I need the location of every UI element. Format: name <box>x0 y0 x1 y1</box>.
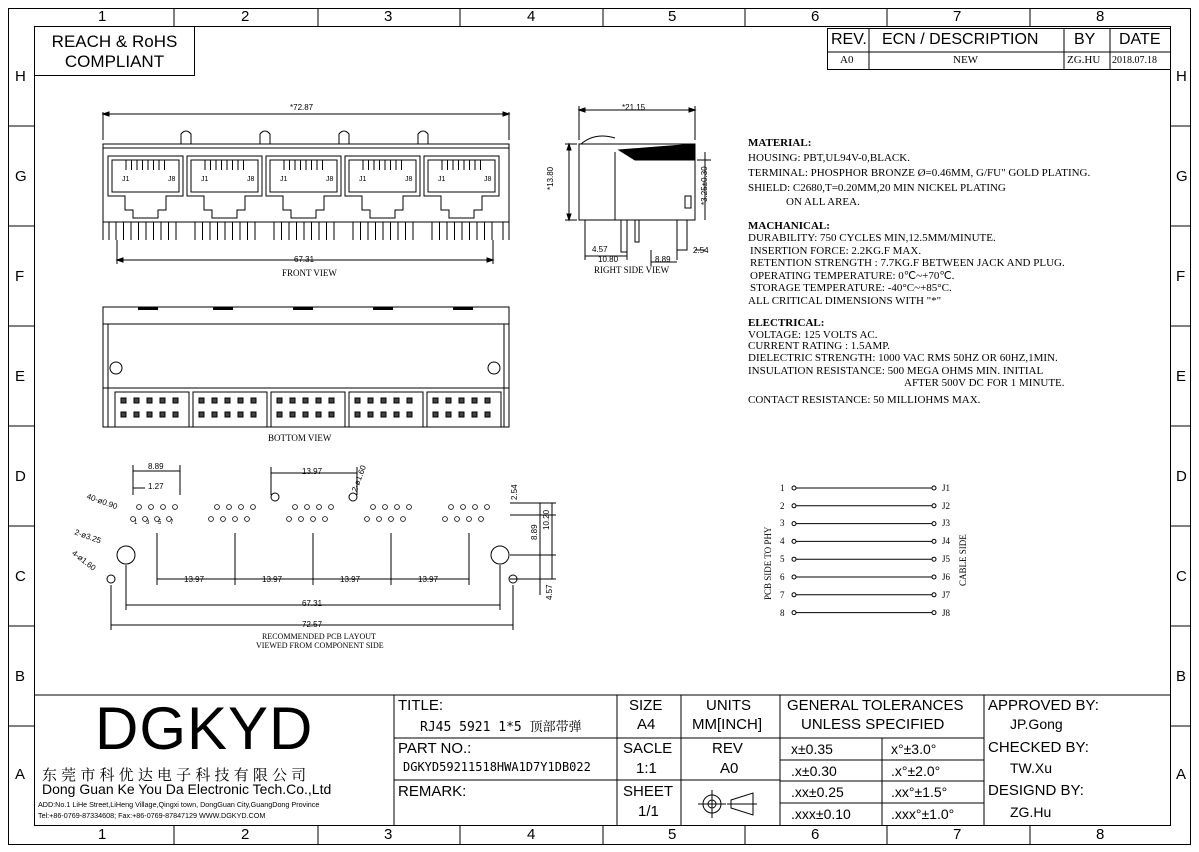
port1-j8: J8 <box>168 176 176 183</box>
projection-symbol-icon <box>695 785 765 825</box>
zone-bottom-6: 6 <box>811 826 820 843</box>
electrical-line-4: INSULATION RESISTANCE: 500 MEGA OHMS MIN. INITIAL <box>748 365 1044 377</box>
mechanical-line-4: OPERATING TEMPERATURE: 0℃~+70℃. <box>750 270 955 282</box>
company-name-en: Dong Guan Ke You Da Electronic Tech.Co.,Ltd <box>42 781 332 797</box>
zone-top-7: 7 <box>953 8 962 25</box>
tol-linear-3: .xxx±0.10 <box>791 806 851 822</box>
zone-top-5: 5 <box>668 8 677 25</box>
units-label: UNITS <box>706 697 751 714</box>
material-line-1: HOUSING: PBT,UL94V-0,BLACK. <box>748 152 910 164</box>
rev-value: A0 <box>840 54 854 66</box>
electrical-line-5: AFTER 500V DC FOR 1 MINUTE. <box>904 377 1065 389</box>
by-value: ZG.HU <box>1067 54 1101 66</box>
ecn-header: ECN / DESCRIPTION <box>882 31 1039 48</box>
pcb-dim-127: 1.27 <box>148 482 164 491</box>
mechanical-line-5: STORAGE TEMPERATURE: -40°C~+85°C. <box>750 282 952 294</box>
schem-j3: J3 <box>942 518 951 528</box>
pcb-hole-040: 40-ø0.90 <box>85 491 119 512</box>
pcb-pitch-4: 13.97 <box>418 575 439 584</box>
zone-bottom-1: 1 <box>98 826 107 843</box>
by-header: BY <box>1074 31 1096 48</box>
checked-value: TW.Xu <box>1010 760 1053 776</box>
designed-label: DESIGND BY: <box>988 782 1084 799</box>
zone-bottom-2: 2 <box>241 826 250 843</box>
tol-title-2: UNLESS SPECIFIED <box>801 716 945 733</box>
material-line-2: TERMINAL: PHOSPHOR BRONZE Ø=0.46MM, G/FU" GOLD PLATING. <box>748 167 1091 179</box>
zone-left-h: H <box>15 68 26 85</box>
right-dim-254: 2.54 <box>693 246 709 255</box>
sheet-value: 1/1 <box>638 803 659 820</box>
zone-left-b: B <box>15 668 26 685</box>
electrical-line-6: CONTACT RESISTANCE: 50 MILLIOHMS MAX. <box>748 394 981 406</box>
compliance-line2: COMPLIANT <box>64 52 165 71</box>
schem-pin-6: 6 <box>780 572 785 582</box>
electrical-line-3: DIELECTRIC STRENGTH: 1000 VAC RMS 50HZ OR 60HZ,1MIN. <box>748 352 1058 364</box>
pcb-pitch-3: 13.97 <box>340 575 361 584</box>
pcb-pitch-2: 13.97 <box>262 575 283 584</box>
tol-linear-2: .xx±0.25 <box>791 784 844 800</box>
right-dim-1080: 10.80 <box>598 255 619 264</box>
zone-left-g: G <box>15 168 27 185</box>
company-address: ADD:No.1 LiHe Street,LiHeng Village,Qingxi town, DongGuan City,GuangDong Province <box>38 800 320 809</box>
company-name-cn: 东 莞 市 科 优 达 电 子 科 技 有 限 公 司 <box>42 767 307 784</box>
right-inner-height-dim: *3.25±0.30 <box>700 166 709 205</box>
pcb-label-1: RECOMMENDED PCB LAYOUT <box>262 632 376 641</box>
port5-j8: J8 <box>484 176 492 183</box>
zone-left-e: E <box>15 368 26 385</box>
part-label: PART NO.: <box>398 740 472 757</box>
mechanical-line-2: INSERTION FORCE: 2.2KG.F MAX. <box>750 245 922 257</box>
electrical-line-1: VOLTAGE: 125 VOLTS AC. <box>748 329 878 341</box>
mechanical-line-3: RETENTION STRENGTH : 7.7KG.F BETWEEN JACK AND PLUG. <box>750 257 1065 269</box>
rev-label: REV <box>712 740 743 757</box>
schem-left-label: PCB SIDE TO PHY <box>763 526 773 600</box>
port3-j8: J8 <box>326 176 334 183</box>
schem-pin-8: 8 <box>780 608 785 618</box>
pcb-dim-6731: 67.31 <box>302 599 323 608</box>
mechanical-line-6: ALL CRITICAL DIMENSIONS WITH "*" <box>748 295 942 307</box>
zone-right-h: H <box>1176 68 1187 85</box>
size-value: A4 <box>637 716 656 733</box>
zone-left-d: D <box>15 468 26 485</box>
front-view-label: FRONT VIEW <box>282 268 337 278</box>
zone-top-3: 3 <box>384 8 393 25</box>
bottom-view-label: BOTTOM VIEW <box>268 433 332 443</box>
schem-j4: J4 <box>942 536 951 546</box>
tol-angle-2: .xx°±1.5° <box>891 784 948 800</box>
zone-right-g: G <box>1176 168 1188 185</box>
zone-top-6: 6 <box>811 8 820 25</box>
right-dim-457: 4.57 <box>592 245 608 254</box>
pcb-pin-5: 5 <box>158 520 162 526</box>
right-height-dim: *13.80 <box>546 166 555 190</box>
front-pitch-dim: 67.31 <box>294 255 315 264</box>
zone-bottom-4: 4 <box>527 826 536 843</box>
mechanical-title: MACHANICAL: <box>748 220 830 232</box>
date-header: DATE <box>1119 31 1161 48</box>
rev-header: REV. <box>831 31 867 48</box>
zone-bottom-8: 8 <box>1096 826 1105 843</box>
schem-j7: J7 <box>942 590 951 600</box>
scale-label: SACLE <box>623 740 673 757</box>
units-value: MM[INCH] <box>692 716 762 733</box>
tol-linear-0: x±0.35 <box>791 741 833 757</box>
schem-j8: J8 <box>942 608 951 618</box>
company-contact: Tel:+86-0769-87334608; Fax:+86-0769-87847129 WWW.DGKYD.COM <box>38 811 266 820</box>
schem-pin-7: 7 <box>780 590 785 600</box>
rev-value-tb: A0 <box>720 760 739 777</box>
electrical-line-2: CURRENT RATING : 1.5AMP. <box>748 340 890 352</box>
right-dim-889: 8.89 <box>655 255 671 264</box>
schem-pin-1: 1 <box>780 483 785 493</box>
pcb-right-457: 4.57 <box>545 584 554 600</box>
tol-angle-0: x°±3.0° <box>891 741 937 757</box>
remark-label: REMARK: <box>398 783 467 800</box>
zone-bottom-5: 5 <box>668 826 677 843</box>
approved-value: JP.Gong <box>1010 716 1063 732</box>
right-view-label: RIGHT SIDE VIEW <box>594 265 670 275</box>
tol-angle-3: .xxx°±1.0° <box>891 806 955 822</box>
pcb-right-254: 2.54 <box>510 484 519 500</box>
pcb-pitch-1: 13.97 <box>184 575 205 584</box>
pcb-right-1020: 10.20 <box>542 509 551 530</box>
schem-j6: J6 <box>942 572 951 582</box>
material-line-4: ON ALL AREA. <box>786 196 860 208</box>
port3-j1: J1 <box>280 176 288 183</box>
approved-label: APPROVED BY: <box>988 697 1099 714</box>
port2-j8: J8 <box>247 176 255 183</box>
zone-right-a: A <box>1176 766 1187 783</box>
zone-right-d: D <box>1176 468 1187 485</box>
compliance-line1: REACH & RoHS <box>51 32 178 51</box>
size-label: SIZE <box>629 697 663 714</box>
schem-pin-2: 2 <box>780 501 785 511</box>
zone-bottom-3: 3 <box>384 826 393 843</box>
scale-value: 1:1 <box>636 760 657 777</box>
zone-top-4: 4 <box>527 8 536 25</box>
ecn-value: NEW <box>953 54 979 66</box>
pcb-label-2: VIEWED FROM COMPONENT SIDE <box>256 641 384 650</box>
pcb-pin-3: 3 <box>146 520 150 526</box>
zone-top-8: 8 <box>1096 8 1105 25</box>
schem-pin-4: 4 <box>780 536 785 546</box>
pcb-hole-160: 4-ø1.60 <box>70 548 98 573</box>
pcb-dim-1397-top: 13.97 <box>302 467 323 476</box>
material-title: MATERIAL: <box>748 137 812 149</box>
schem-j5: J5 <box>942 554 951 564</box>
port5-j1: J1 <box>438 176 446 183</box>
zone-left-f: F <box>15 268 25 285</box>
zone-left-c: C <box>15 568 26 585</box>
pcb-dim-160-top: 2-ø1.60 <box>350 464 368 494</box>
pcb-pin-1: 1 <box>134 520 138 526</box>
title-label: TITLE: <box>398 697 444 714</box>
schem-j1: J1 <box>942 483 951 493</box>
schem-pin-5: 5 <box>780 554 785 564</box>
zone-right-c: C <box>1176 568 1187 585</box>
pcb-dim-7257: 72.57 <box>302 620 323 629</box>
front-width-dim: *72.87 <box>290 103 314 112</box>
port1-j1: J1 <box>122 176 130 183</box>
electrical-title: ELECTRICAL: <box>748 317 825 329</box>
port4-j1: J1 <box>359 176 367 183</box>
company-logo: DGKYD <box>95 695 314 762</box>
pcb-pin-7: 7 <box>170 520 174 526</box>
title-value: RJ45 5921 1*5 顶部带弹 <box>420 720 582 735</box>
pcb-dim-889: 8.89 <box>148 462 164 471</box>
material-line-3: SHIELD: C2680,T=0.20MM,20 MIN NICKEL PLATING <box>748 182 1006 194</box>
date-value: 2018.07.18 <box>1112 55 1157 66</box>
designed-value: ZG.Hu <box>1010 804 1052 820</box>
zone-right-e: E <box>1176 368 1187 385</box>
zone-top-2: 2 <box>241 8 250 25</box>
zone-bottom-7: 7 <box>953 826 962 843</box>
zone-right-f: F <box>1176 268 1186 285</box>
schem-pin-3: 3 <box>780 518 785 528</box>
zone-top-1: 1 <box>98 8 107 25</box>
part-value: DGKYD59211518HWA1D7Y1DB022 <box>403 760 591 774</box>
schem-right-label: CABLE SIDE <box>958 534 968 586</box>
right-width-dim: *21.15 <box>622 103 646 112</box>
tol-angle-1: .x°±2.0° <box>891 763 941 779</box>
port2-j1: J1 <box>201 176 209 183</box>
tol-linear-1: .x±0.30 <box>791 763 837 779</box>
port4-j8: J8 <box>405 176 413 183</box>
pcb-hole-325: 2-ø3.25 <box>73 527 103 546</box>
tol-title-1: GENERAL TOLERANCES <box>787 697 964 714</box>
zone-right-b: B <box>1176 668 1187 685</box>
zone-left-a: A <box>15 766 26 783</box>
sheet-label: SHEET <box>623 783 674 800</box>
pcb-right-889: 8.89 <box>530 524 539 540</box>
checked-label: CHECKED BY: <box>988 739 1089 756</box>
schem-j2: J2 <box>942 501 951 511</box>
mechanical-line-1: DURABILITY: 750 CYCLES MIN,12.5MM/MINUTE. <box>748 232 996 244</box>
